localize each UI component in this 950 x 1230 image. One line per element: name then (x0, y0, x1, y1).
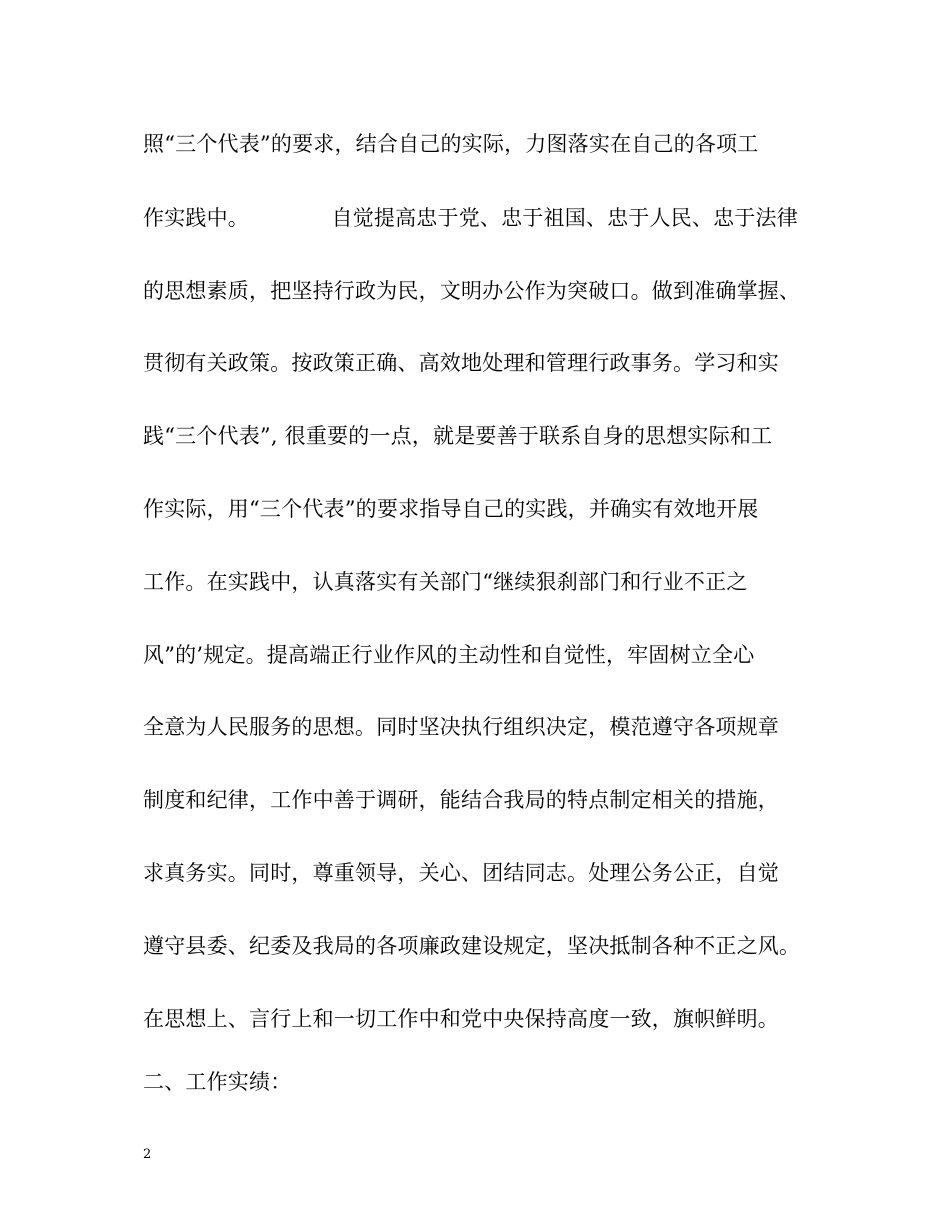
body-text-line: 贯彻有关政策。按政策正确、高效地处理和管理行政事务。学习和实 (143, 351, 779, 375)
body-text-line: 照“三个代表”的要求，结合自己的实际，力图落实在自己的各项工 (143, 132, 759, 156)
body-text-line: 制度和纪律，工作中善于调研，能结合我局的特点制定相关的措施， (143, 788, 779, 812)
body-text-line: 求真务实。同时，尊重领导，关心、团结同志。处理公务公正，自觉 (143, 861, 779, 885)
page-number: 2 (143, 1147, 152, 1162)
body-text-line: 在思想上、言行上和一切工作中和党中央保持高度一致，旗帜鲜明。 (143, 1007, 779, 1031)
body-text-line: 遵守县委、纪委及我局的各项廉政建设规定，坚决抵制各种不正之风。 (143, 934, 801, 958)
body-text-line: 践“三个代表”, 很重要的一点，就是要善于联系自身的思想实际和工 (143, 424, 773, 448)
body-text-line: 的思想素质，把坚持行政为民，文明办公作为突破口。做到准确掌握、 (143, 279, 801, 303)
body-text-line: 工作。在实践中，认真落实有关部门“继续狠刹部门和行业不正之 (143, 570, 748, 594)
body-text-line: 作实践中。 自觉提高忠于党、忠于祖国、忠于人民、忠于法律 (143, 206, 798, 230)
body-text-line: 作实际，用“三个代表”的要求指导自己的实践，并确实有效地开展 (143, 497, 759, 521)
body-text-line: 全意为人民服务的思想。同时坚决执行组织决定，模范遵守各项规章 (143, 715, 779, 739)
section-heading: 二、工作实绩： (143, 1070, 292, 1094)
body-text-line: 风”的’规定。提高端正行业作风的主动性和自觉性，牢固树立全心 (143, 643, 755, 667)
